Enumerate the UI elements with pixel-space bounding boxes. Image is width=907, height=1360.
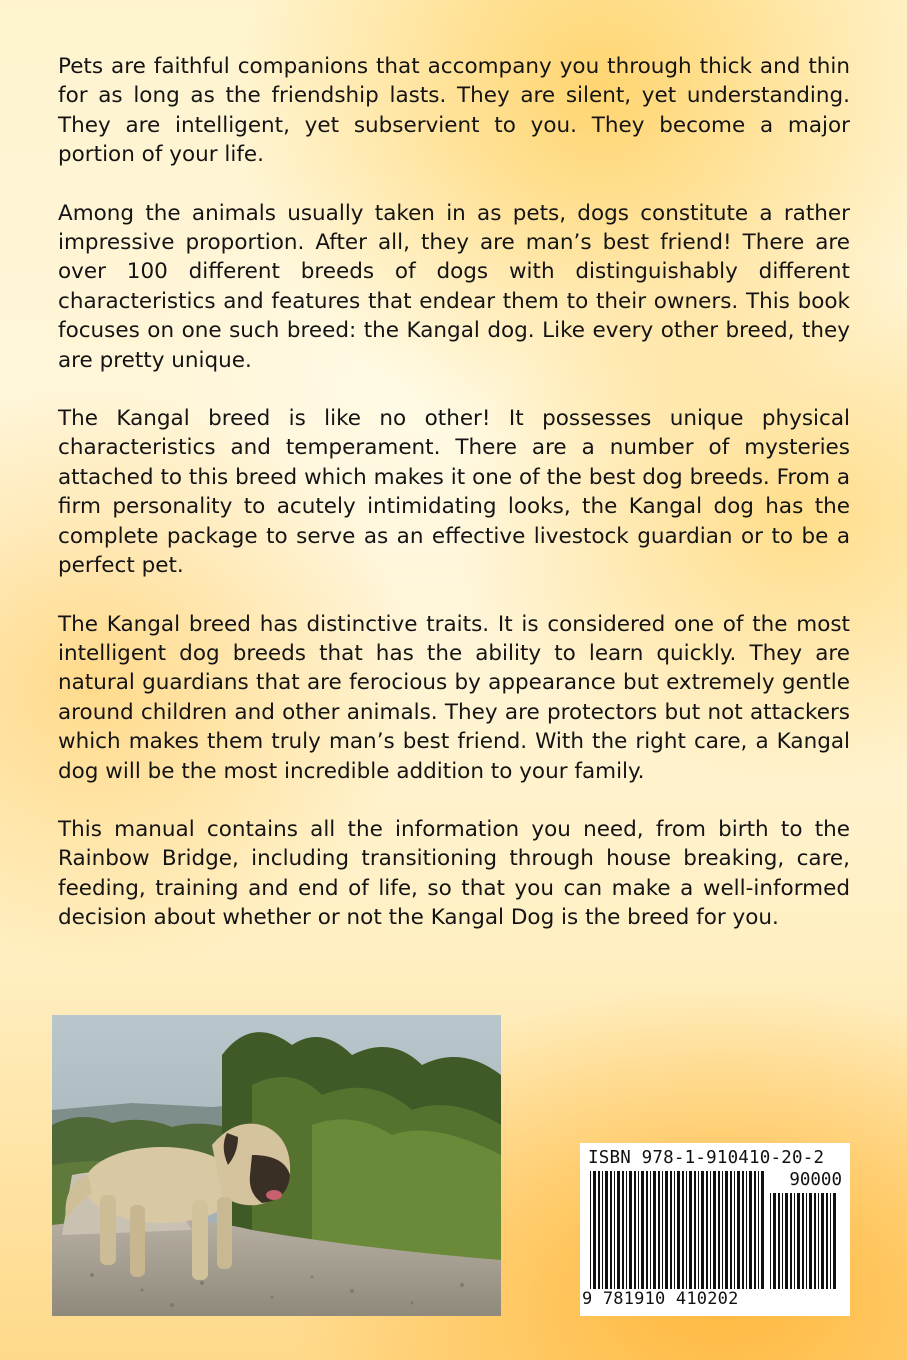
barcode-bar: [773, 1193, 776, 1289]
barcode-bar: [602, 1171, 603, 1289]
barcode-price-addon: 90000: [789, 1170, 842, 1190]
barcode-bar: [653, 1171, 656, 1289]
barcode-bar: [646, 1171, 648, 1289]
barcode-bar: [605, 1171, 608, 1289]
barcode-bar: [778, 1193, 780, 1289]
barcode-bar: [701, 1171, 704, 1289]
barcode-bar: [758, 1171, 759, 1289]
barcode-bar: [833, 1193, 836, 1289]
barcode-bar: [662, 1171, 663, 1289]
barcode-bar: [746, 1171, 747, 1289]
barcode-bar: [677, 1171, 680, 1289]
barcode-bar: [785, 1193, 788, 1289]
barcode-bar: [809, 1193, 812, 1289]
barcode-bar: [674, 1171, 675, 1289]
barcode-bar: [794, 1193, 795, 1289]
ean-digits: 9 781910 410202: [582, 1289, 770, 1309]
barcode-bar: [614, 1171, 615, 1289]
barcode-bar: [638, 1171, 639, 1289]
barcode-bar: [610, 1171, 612, 1289]
barcode-bar: [617, 1171, 620, 1289]
barcode-bar: [658, 1171, 660, 1289]
barcode-bar: [694, 1171, 696, 1289]
addon-barcode-bars: [770, 1193, 838, 1289]
barcode-bar: [590, 1171, 591, 1289]
barcode-bar: [706, 1171, 708, 1289]
barcode-bar: [734, 1171, 735, 1289]
barcode-bar: [749, 1171, 752, 1289]
barcode-bar: [686, 1171, 687, 1289]
blurb-paragraph-2: Among the animals usually taken in as pets, dogs constitute a rather impressive proportion. After all, they are man’s best friend! There are over 100 different breeds of dogs with distinguishably different characteristics and features that endear them to their owners. This book focuses on one such breed: the Kangal dog. Like every other breed, they are pretty unique.: [58, 200, 850, 373]
ean-barcode-bars: [590, 1171, 766, 1289]
barcode-bar: [718, 1171, 720, 1289]
blurb-paragraph-1: Pets are faithful companions that accompany you through thick and thin for as long as the friendship lasts. They are silent, yet understanding. They are intelligent, yet subservient to you. They become a major portion of your life.: [58, 54, 850, 168]
barcode-bar: [761, 1171, 764, 1289]
blurb-paragraph-3: The Kangal breed is like no other! It possesses unique physical characteristics and temperament. There are a number of mysteries attached to this breed which makes it one of the best dog breeds. From a firm personality to acutely intimidating looks, the Kangal dog has the complete package to serve as an effective livestock guardian or to be a perfect pet.: [58, 406, 850, 579]
barcode-bar: [698, 1171, 699, 1289]
barcode-bar: [622, 1171, 624, 1289]
barcode-bar: [629, 1171, 632, 1289]
barcode-bar: [782, 1193, 783, 1289]
barcode-bar: [814, 1193, 816, 1289]
barcode-bar: [754, 1171, 756, 1289]
barcode-bar: [634, 1171, 636, 1289]
barcode-bar: [730, 1171, 732, 1289]
isbn-barcode: [580, 1143, 850, 1316]
barcode-bar: [626, 1171, 627, 1289]
barcode-bar: [682, 1171, 684, 1289]
barcode-bar: [821, 1193, 824, 1289]
barcode-bar: [598, 1171, 600, 1289]
barcode-bar: [650, 1171, 651, 1289]
barcode-bar: [802, 1193, 804, 1289]
barcode-bar: [818, 1193, 819, 1289]
barcode-bar: [742, 1171, 744, 1289]
barcode-bar: [593, 1171, 596, 1289]
barcode-bar: [713, 1171, 716, 1289]
barcode-bar: [797, 1193, 800, 1289]
barcode-bar: [689, 1171, 692, 1289]
barcode-bar: [826, 1193, 828, 1289]
barcode-bar: [806, 1193, 807, 1289]
barcode-bar: [737, 1171, 740, 1289]
barcode-bar: [725, 1171, 728, 1289]
barcode-bar: [770, 1193, 771, 1289]
barcode-bar: [790, 1193, 792, 1289]
isbn-label: ISBN 978-1-910410-20-2: [588, 1148, 825, 1168]
barcode-bar: [830, 1193, 831, 1289]
blurb-paragraph-4: The Kangal breed has distinctive traits. It is considered one of the most intelligent dog breeds that has the ability to learn quickly. They are natural guardians that are ferocious by appearance but extremely gentle around children and other animals. They are protectors but not attackers which makes them truly man’s best friend. With the right care, a Kangal dog will be the most incredible addition to your family.: [58, 611, 850, 784]
barcode-bar: [641, 1171, 644, 1289]
barcode-bar: [722, 1171, 723, 1289]
kangal-dog-photo: [52, 1015, 501, 1316]
blurb-paragraph-5: This manual contains all the information you need, from birth to the Rainbow Bridge, including transitioning through house breaking, care, feeding, training and end of life, so that you can make a well-informed decision about whether or not the Kangal Dog is the breed for you.: [58, 816, 850, 931]
barcode-bar: [670, 1171, 672, 1289]
barcode-bar: [710, 1171, 711, 1289]
barcode-bar: [665, 1171, 668, 1289]
back-cover-blurb: [58, 52, 850, 962]
